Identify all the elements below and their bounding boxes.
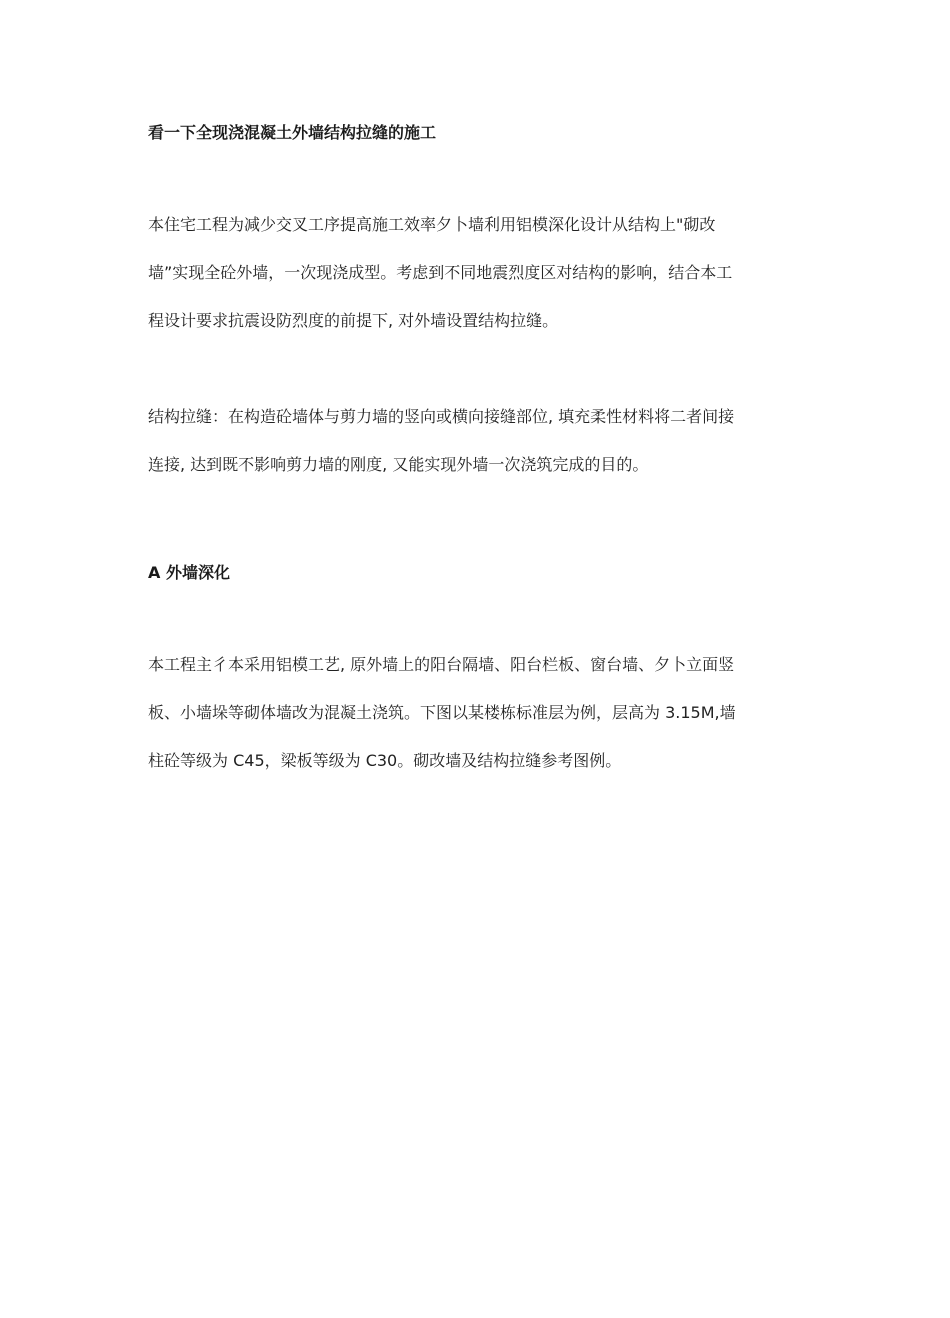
section-a-paragraph [148,641,808,785]
document-body [148,121,808,785]
document-title: 看一下全现浇混凝土外墙结构拉缝的施工 [148,123,437,142]
section-a-line: 柱砼等级为 C45，梁板等级为 C30。砌改墙及结构拉缝参考图例。 [148,751,622,770]
intro-line: 墙”实现全砼外墙，一次现浇成型。考虑到不同地震烈度区对结构的影响，结合本工 [148,263,733,282]
section-a-line: 本工程主彳本采用铝模工艺, 原外墙上的阳台隔墙、阳台栏板、窗台墙、夕卜立面竖 [148,655,735,674]
intro-line: 程设计要求抗震设防烈度的前提下, 对外墙设置结构拉缝。 [148,311,559,330]
definition-line: 连接, 达到既不影响剪力墙的刚度, 又能实现外墙一次浇筑完成的目的。 [148,455,649,474]
definition-paragraph [148,393,808,489]
definition-line: 结构拉缝：在构造砼墙体与剪力墙的竖向或横向接缝部位, 填充柔性材料将二者间接 [148,407,735,426]
intro-line: 本住宅工程为减少交叉工序提高施工效率夕卜墙利用铝模深化设计从结构上"砌改 [148,215,716,234]
intro-paragraph [148,201,808,345]
section-a-line: 板、小墙垛等砌体墙改为混凝土浇筑。下图以某楼栋标准层为例，层高为 3.15M,墙 [148,703,736,722]
section-a-heading: A 外墙深化 [148,563,230,582]
